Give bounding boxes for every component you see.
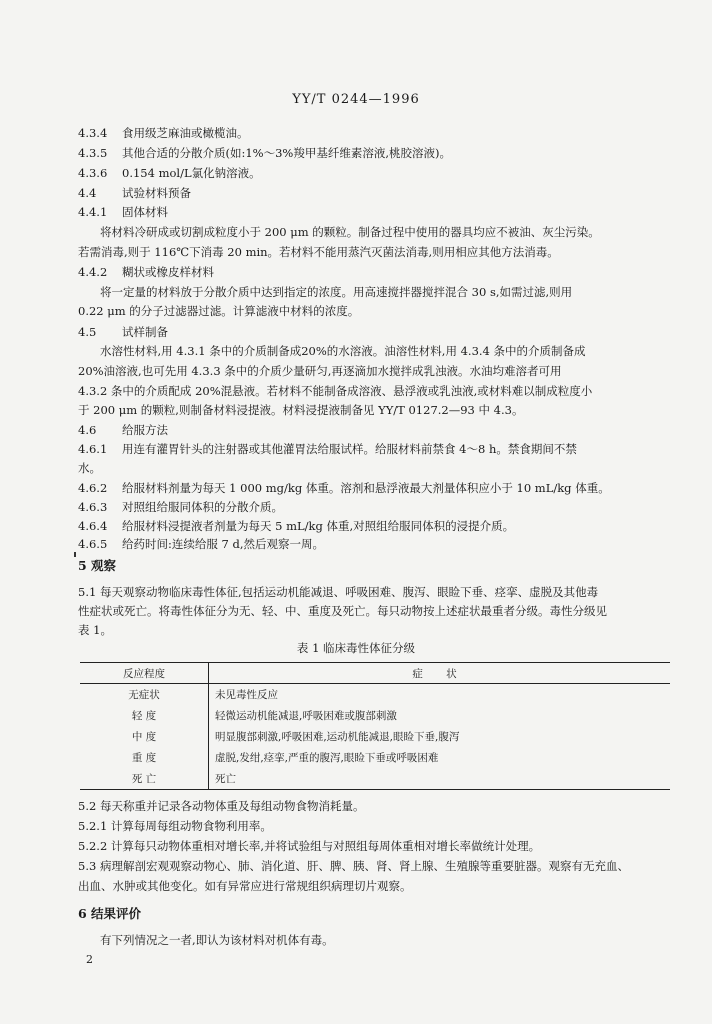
doc-line [78,125,668,141]
table-cell: 死亡 [209,768,671,790]
table-cell: 轻微运动机能减退,呼吸困难或腹部刺激 [209,705,671,726]
clause-text: 20%油溶液,也可先用 4.3.3 条中的介质少量研匀,再逐滴加水搅拌成乳浊液。水油均难溶者可用 [78,364,562,378]
table-cell: 死 亡 [80,768,209,790]
table-header-cell: 反应程度 [80,663,209,684]
clause-number: 4.4.2 [78,265,108,279]
para-5-2-1: 5.2.1 计算每周每组动物食物利用率。 [78,819,272,833]
clause-text: 0.22 μm 的分子过滤器过滤。计算滤液中材料的浓度。 [78,304,360,318]
doc-line [78,383,668,399]
table-cell: 无症状 [128,689,160,701]
table-caption: 表 1 临床毒性体征分级 [296,641,416,655]
page-number: 2 [86,953,93,966]
para-5-1-line-2: 性症状或死亡。将毒性体征分为无、轻、中、重度及死亡。每只动物按上述症状最重者分级。毒性分级见 [78,604,607,618]
clause-text: 0.154 mol/L氯化钠溶液。 [122,166,261,180]
clause-number: 4.6 [78,423,97,437]
para-6: 有下列情况之一者,即认为该材料对机体有毒。 [100,933,334,947]
table-cell: 未见毒性反应 [209,684,671,706]
doc-line [78,204,668,220]
clause-text: 将材料冷研成或切割成粒度小于 200 μm 的颗粒。制备过程中使用的器具均应不被油、灰尘污染。 [100,225,600,239]
clause-text: 4.3.2 条中的介质配成 20%混悬液。若材料不能制备成溶液、悬浮液或乳浊液,或材料难以制成粒度小 [78,384,593,398]
clause-number: 4.4.1 [78,205,108,219]
clause-text: 糊状或橡皮样材料 [122,265,214,279]
doc-line [78,145,668,161]
clause-text: 给服材料剂量为每天 1 000 mg/kg 体重。溶剂和悬浮液最大剂量体积应小于 10 mL/kg 体重。 [122,481,610,495]
doc-line [78,244,668,260]
clause-number: 4.4 [78,186,97,200]
doc-line [78,363,668,379]
toxicity-table [80,662,670,790]
document-header: YY/T 0244—1996 [292,92,420,107]
doc-line [78,165,668,181]
clause-number: 4.3.6 [78,166,108,180]
clause-text: 试样制备 [122,325,168,339]
doc-line [78,518,668,534]
clause-text: 水溶性材料,用 4.3.1 条中的介质制备成20%的水溶液。油溶性材料,用 4.3.4 条中的介质制备成 [100,344,586,358]
clause-text: 于 200 μm 的颗粒,则制备材料浸提液。材料浸提液制备见 YY/T 0127.2—93 中 4.3。 [78,403,524,417]
doc-line [78,422,668,438]
doc-line [100,224,668,240]
margin-mark [74,552,76,557]
table-cell: 重 度 [131,752,157,764]
clause-number: 4.5 [78,325,97,339]
clause-text: 固体材料 [122,205,168,219]
para-5-3-line-2: 出血、水肿或其他变化。如有异常应进行常规组织病理切片观察。 [78,879,412,893]
clause-text: 对照组给服同体积的分散介质。 [122,500,283,514]
doc-line [78,499,668,515]
clause-number: 4.6.1 [78,442,108,456]
para-5-1-line-1: 5.1 每天观察动物临床毒性体征,包括运动机能减退、呼吸困难、腹泻、眼睑下垂、痉挛、虚脱及其他毒 [78,585,599,599]
clause-text: 若需消毒,则于 116℃下消毒 20 min。若材料不能用蒸汽灭菌法消毒,则用相应其他方法消毒。 [78,245,559,259]
para-5-3-line-1: 5.3 病理解剖宏观观察动物心、肺、消化道、肝、脾、胰、肾、肾上腺、生殖腺等重要脏器。观察有无充血、 [78,859,629,873]
clause-text: 水。 [78,461,101,475]
table-header-cell: 症 状 [209,663,671,684]
table-cell: 明显腹部刺激,呼吸困难,运动机能减退,眼睑下垂,腹泻 [209,726,671,747]
doc-line [100,343,668,359]
para-5-2-2: 5.2.2 计算每只动物体重相对增长率,并将试验组与对照组每周体重相对增长率做统计处理。 [78,839,541,853]
clause-text: 用连有灌胃针头的注射器或其他灌胃法给服试样。给服材料前禁食 4～8 h。禁食期间不禁 [122,442,577,456]
doc-line [78,441,668,457]
doc-line [78,324,668,340]
doc-line [78,480,668,496]
clause-number: 4.6.5 [78,537,108,551]
clause-number: 4.3.4 [78,126,108,140]
clause-text: 给服材料浸提液者剂量为每天 5 mL/kg 体重,对照组给服同体积的浸提介质。 [122,519,515,533]
clause-text: 给药时间:连续给服 7 d,然后观察一周。 [122,537,325,551]
clause-number: 4.6.2 [78,481,108,495]
section-5-heading: 5 观察 [78,558,117,573]
table-cell: 中 度 [131,731,157,743]
doc-line [100,284,668,300]
doc-line [78,402,668,418]
clause-text: 食用级芝麻油或橄榄油。 [122,126,249,140]
clause-text: 其他合适的分散介质(如:1%～3%羧甲基纤维素溶液,桃胶溶液)。 [122,146,451,160]
clause-number: 4.6.4 [78,519,108,533]
clause-number: 4.3.5 [78,146,108,160]
doc-line [78,303,668,319]
para-5-1-line-3: 表 1。 [78,623,112,637]
doc-line [78,185,668,201]
clause-number: 4.6.3 [78,500,108,514]
para-5-2: 5.2 每天称重并记录各动物体重及每组动物食物消耗量。 [78,799,365,813]
table-cell: 轻 度 [131,710,157,722]
doc-line [78,460,668,476]
clause-text: 将一定量的材料放于分散介质中达到指定的浓度。用高速搅拌器搅拌混合 30 s,如需过滤,则用 [100,285,573,299]
doc-line [78,536,668,552]
clause-text: 给服方法 [122,423,168,437]
section-6-heading: 6 结果评价 [78,906,142,921]
table-cell: 虚脱,发绀,痉挛,严重的腹泻,眼睑下垂或呼吸困难 [209,747,671,768]
doc-line [78,264,668,280]
clause-text: 试验材料预备 [122,186,191,200]
